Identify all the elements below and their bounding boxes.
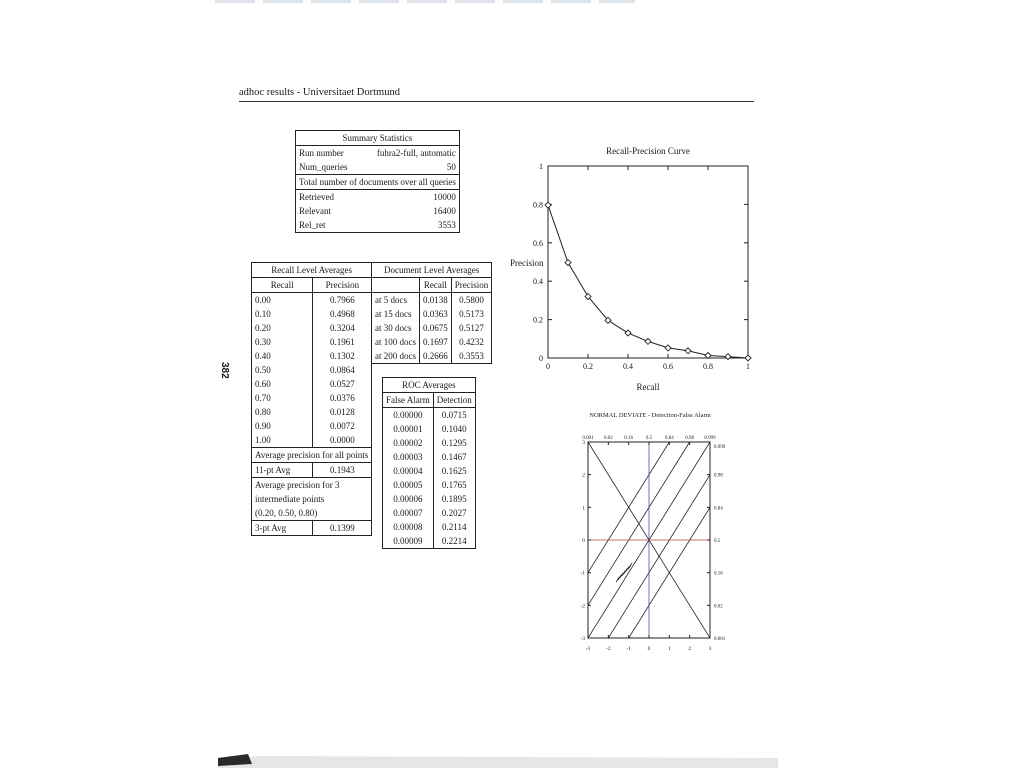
rp-series-line xyxy=(548,205,748,358)
rp-data-point xyxy=(565,260,571,266)
roc-det-cell: 0.2114 xyxy=(442,522,467,532)
nd-right-tick-label: 0.84 xyxy=(714,506,723,512)
rp-data-point xyxy=(745,355,751,361)
table-row xyxy=(372,307,492,321)
nd-y-tick-label: 0 xyxy=(582,538,585,544)
doc-precision-cell: 0.3553 xyxy=(459,351,484,361)
doc-precision-header: Precision xyxy=(451,278,492,293)
nd-y-tick-label: 3 xyxy=(582,440,585,446)
recall-cell: 0.30 xyxy=(252,335,313,349)
nd-x-tick-label: -2 xyxy=(606,646,611,652)
nd-y-tick-label: 1 xyxy=(582,505,585,512)
run-number-value: fuhra2-full, automatic xyxy=(360,146,460,161)
total-docs-label: Total number of documents over all queries xyxy=(296,175,460,190)
recall-cell: 0.90 xyxy=(252,419,313,433)
nd-top-tick-label: 0.001 xyxy=(582,436,594,441)
roc-det-cell: 0.1295 xyxy=(441,438,467,448)
nd-top-tick-label: 0.98 xyxy=(685,436,695,441)
table-row xyxy=(252,419,372,433)
precision-cell: 0.0527 xyxy=(329,379,355,389)
nd-right-tick-label: 0.98 xyxy=(714,473,723,479)
recall-cell: 1.00 xyxy=(252,433,313,448)
retrieved-value: 10000 xyxy=(360,190,460,205)
roc-det-cell: 0.2027 xyxy=(441,508,467,518)
table-row xyxy=(252,349,372,363)
roc-fa-cell: 0.00004 xyxy=(383,464,434,478)
scan-artifact-top xyxy=(215,0,635,3)
num-queries-value: 50 xyxy=(446,162,456,172)
doc-precision-cell: 0.4232 xyxy=(459,337,484,347)
rp-data-point xyxy=(685,348,691,354)
rp-y-tick-label: 1 xyxy=(539,162,543,171)
rp-data-point xyxy=(645,338,651,344)
nd-y-tick-label: 2 xyxy=(582,472,585,479)
nd-x-tick-label: -3 xyxy=(585,646,591,652)
relret-value: 3553 xyxy=(437,220,456,230)
recall-table-title: Recall Level Averages xyxy=(271,265,353,275)
avg-all-label: Average precision for all points xyxy=(252,448,372,463)
rp-ylabel: Precision xyxy=(510,258,544,268)
roc-det-cell: 0.1625 xyxy=(441,466,467,476)
summary-statistics-table xyxy=(295,130,460,233)
rp-y-tick-label: 0 xyxy=(539,354,543,363)
nd-x-tick-label: 0 xyxy=(647,646,651,652)
nd-x-tick-label: 1 xyxy=(667,646,671,652)
nd-top-tick-label: 0.84 xyxy=(664,436,674,441)
table-row xyxy=(383,506,476,520)
document-level-averages-table xyxy=(371,262,492,364)
precision-col-header: Precision xyxy=(313,278,372,293)
avg3-line3: (0.20, 0.50, 0.80) xyxy=(255,508,318,518)
roc-det-cell: 0.2214 xyxy=(441,536,467,546)
doc-label-cell: at 30 docs xyxy=(372,321,420,335)
nd-right-tick-label: 0.02 xyxy=(714,604,723,610)
doc-recall-cell: 0.1697 xyxy=(420,335,452,349)
nd-top-tick-label: 0.5 xyxy=(645,436,653,441)
doc-precision-cell: 0.5173 xyxy=(459,309,484,319)
table-row xyxy=(383,520,476,534)
recall-cell: 0.40 xyxy=(252,349,313,363)
doc-precision-cell: 0.5127 xyxy=(459,323,484,333)
nd-y-tick-label: -1 xyxy=(580,570,585,577)
nd-top-tick-label: 0.999 xyxy=(704,436,716,441)
page-number: 382 xyxy=(219,362,230,379)
recall-cell: 0.20 xyxy=(252,321,313,335)
precision-cell: 0.7966 xyxy=(313,293,372,308)
pt11-value: 0.1943 xyxy=(313,463,372,478)
rp-data-point xyxy=(545,202,551,208)
precision-cell: 0.1302 xyxy=(329,351,355,361)
header-title: adhoc results - Universitaet Dortmund xyxy=(239,87,400,98)
doc-recall-cell: 0.2666 xyxy=(420,349,452,364)
table-row xyxy=(372,349,492,364)
precision-cell: 0.0072 xyxy=(329,421,355,431)
roc-det-cell: 0.1467 xyxy=(441,452,467,462)
roc-fa-cell: 0.00001 xyxy=(383,422,434,436)
roc-fa-cell: 0.00007 xyxy=(383,506,434,520)
precision-cell: 0.1961 xyxy=(329,337,355,347)
recall-cell: 0.60 xyxy=(252,377,313,391)
rp-chart-title: Recall-Precision Curve xyxy=(606,146,690,156)
summary-title: Summary Statistics xyxy=(342,133,413,143)
nd-top-tick-label: 0.02 xyxy=(603,436,613,441)
table-row xyxy=(252,335,372,349)
table-row xyxy=(383,478,476,492)
roc-fa-cell: 0.00003 xyxy=(383,450,434,464)
nd-right-tick-label: 0.001 xyxy=(714,637,726,642)
rp-plot-frame xyxy=(548,166,748,358)
table-row xyxy=(252,321,372,335)
nd-y-tick-label: -3 xyxy=(580,636,585,642)
table-row xyxy=(252,293,372,308)
roc-title: ROC Averages xyxy=(402,380,456,390)
rp-x-tick-label: 0.6 xyxy=(663,362,673,371)
doc-recall-cell: 0.0675 xyxy=(420,321,452,335)
rp-x-tick-label: 0.4 xyxy=(623,362,633,371)
doc-recall-cell: 0.0138 xyxy=(420,293,452,308)
nd-right-tick-label: 0.5 xyxy=(714,539,721,544)
table-row xyxy=(252,433,372,448)
rp-x-tick-label: 0.2 xyxy=(583,362,593,371)
avg3-line2: intermediate points xyxy=(255,494,325,504)
rp-x-tick-label: 0 xyxy=(546,362,550,371)
nd-x-tick-label: 3 xyxy=(708,646,712,652)
roc-fa-cell: 0.00009 xyxy=(383,534,434,549)
relret-label: Rel_ret xyxy=(299,220,326,230)
roc-det-cell: 0.1895 xyxy=(441,494,467,504)
roc-fa-cell: 0.00000 xyxy=(383,408,434,423)
run-number-label: Run number xyxy=(296,146,360,161)
page-header xyxy=(239,87,754,102)
table-row xyxy=(372,293,492,308)
nd-x-tick-label: -1 xyxy=(626,646,631,652)
relevant-label: Relevant xyxy=(299,206,331,216)
recall-cell: 0.80 xyxy=(252,405,313,419)
table-row xyxy=(372,321,492,335)
num-queries-label: Num_queries xyxy=(299,162,348,172)
table-row xyxy=(383,450,476,464)
recall-cell: 0.10 xyxy=(252,307,313,321)
nd-x-tick-label: 2 xyxy=(688,646,692,652)
precision-cell: 0.3204 xyxy=(329,323,355,333)
scan-artifact-bottom xyxy=(218,744,778,768)
precision-cell: 0.0000 xyxy=(329,435,355,445)
roc-fa-cell: 0.00005 xyxy=(383,478,434,492)
table-row xyxy=(252,391,372,405)
doc-recall-header: Recall xyxy=(420,278,452,293)
nd-right-tick-label: 0.16 xyxy=(714,571,723,577)
recall-cell: 0.50 xyxy=(252,363,313,377)
recall-level-averages-table xyxy=(251,262,372,536)
rp-x-tick-label: 0.8 xyxy=(703,362,713,371)
table-row xyxy=(383,492,476,506)
precision-cell: 0.4968 xyxy=(329,309,355,319)
pt3-label: 3-pt Avg xyxy=(252,521,313,536)
doc-label-cell: at 15 docs xyxy=(372,307,420,321)
roc-fa-cell: 0.00008 xyxy=(383,520,434,534)
doclevel-title: Document Level Averages xyxy=(383,265,480,275)
retrieved-label: Retrieved xyxy=(296,190,360,205)
nd-chart-title: NORMAL DEVIATE - Detection-False Alarm xyxy=(589,412,711,419)
precision-cell: 0.0128 xyxy=(329,407,355,417)
roc-det-cell: 0.1765 xyxy=(441,480,467,490)
rp-y-tick-label: 0.8 xyxy=(533,200,543,210)
table-row xyxy=(383,408,476,423)
roc-det-cell: 0.1040 xyxy=(441,424,467,434)
pt11-label: 11-pt Avg xyxy=(252,463,313,478)
rp-data-point xyxy=(665,345,671,351)
rp-y-tick-label: 0.4 xyxy=(533,277,543,287)
rp-y-tick-label: 0.2 xyxy=(533,315,543,325)
precision-cell: 0.0864 xyxy=(329,365,355,375)
doc-precision-cell: 0.5800 xyxy=(451,293,492,308)
doc-label-cell: at 100 docs xyxy=(372,335,420,349)
recall-precision-chart xyxy=(500,140,760,400)
rp-x-tick-label: 1 xyxy=(746,362,750,371)
roc-det-header: Detection xyxy=(433,393,475,408)
normal-deviate-chart xyxy=(570,405,750,660)
avg3-line1: Average precision for 3 xyxy=(252,478,372,493)
doc-label-cell: at 5 docs xyxy=(372,293,420,308)
rp-y-tick-label: 0.6 xyxy=(533,238,543,248)
table-row xyxy=(252,363,372,377)
nd-y-tick-label: -2 xyxy=(580,603,585,610)
precision-cell: 0.0376 xyxy=(329,393,355,403)
rp-data-point xyxy=(725,354,731,360)
table-row xyxy=(383,464,476,478)
roc-fa-cell: 0.00002 xyxy=(383,436,434,450)
roc-fa-cell: 0.00006 xyxy=(383,492,434,506)
recall-col-header: Recall xyxy=(252,278,313,293)
roc-averages-table xyxy=(382,377,476,549)
table-row xyxy=(252,307,372,321)
table-row xyxy=(372,335,492,349)
nd-data-point xyxy=(629,563,632,568)
table-row xyxy=(383,422,476,436)
recall-cell: 0.00 xyxy=(252,293,313,308)
table-row xyxy=(383,534,476,549)
doc-label-cell: at 200 docs xyxy=(372,349,420,364)
rp-data-point xyxy=(625,330,631,336)
nd-top-tick-label: 0.16 xyxy=(624,436,634,441)
table-row xyxy=(383,436,476,450)
roc-det-cell: 0.0715 xyxy=(433,408,475,423)
roc-fa-header: False Alarm xyxy=(383,393,434,408)
doc-recall-cell: 0.0363 xyxy=(420,307,452,321)
rp-xlabel: Recall xyxy=(636,382,660,392)
pt3-value: 0.1399 xyxy=(313,521,372,536)
recall-cell: 0.70 xyxy=(252,391,313,405)
table-row xyxy=(252,405,372,419)
table-row xyxy=(252,377,372,391)
relevant-value: 16400 xyxy=(433,206,456,216)
nd-right-tick-label: 0.999 xyxy=(714,445,726,450)
